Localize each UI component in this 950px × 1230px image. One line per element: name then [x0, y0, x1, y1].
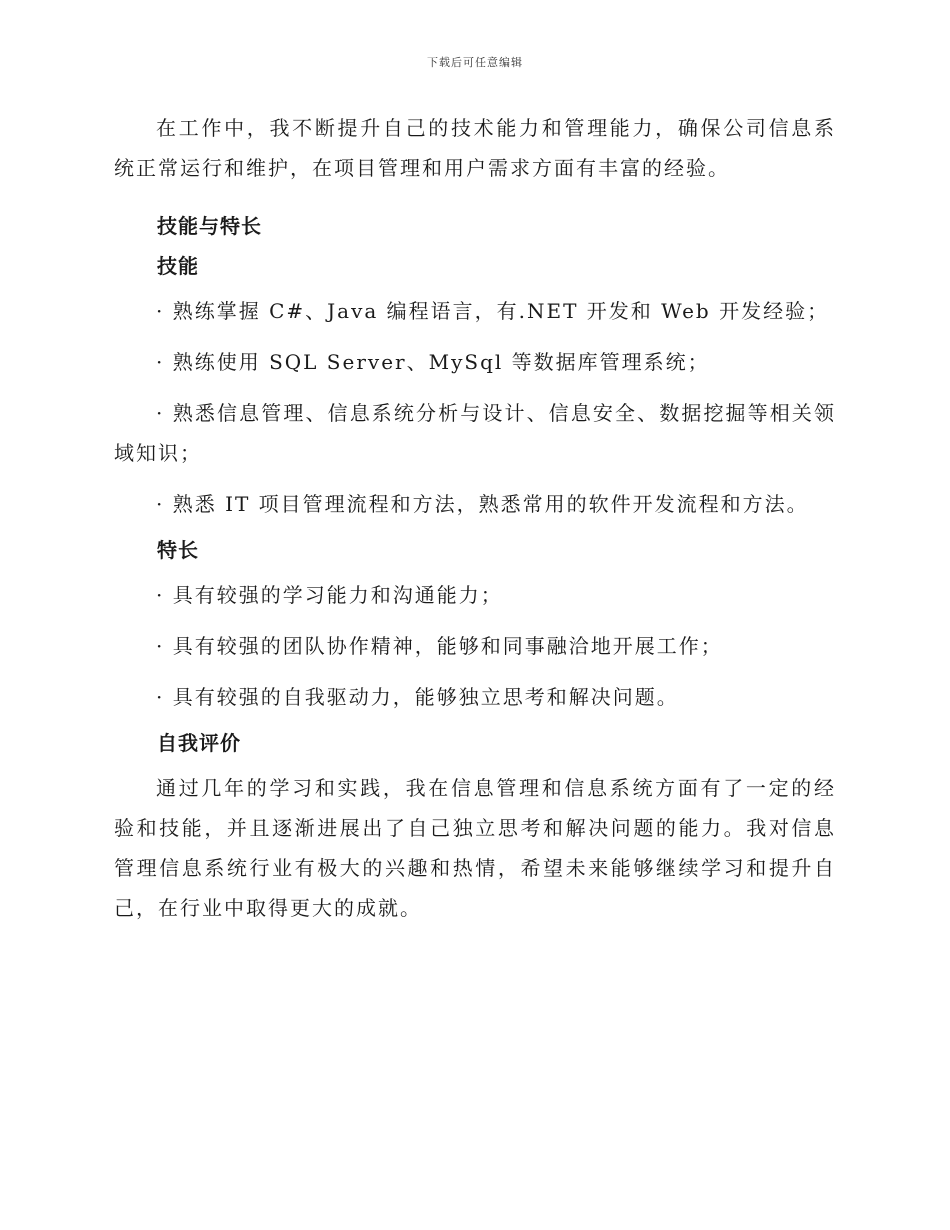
- intro-paragraph: 在工作中，我不断提升自己的技术能力和管理能力，确保公司信息系统正常运行和维护，在项目管理和用户需求方面有丰富的经验。: [114, 116, 836, 180]
- list-item: · 熟悉 IT 项目管理流程和方法，熟悉常用的软件开发流程和方法。: [156, 492, 809, 516]
- list-item: · 熟练使用 SQL Server、MySql 等数据库管理系统；: [156, 350, 710, 374]
- skills-list: [114, 291, 836, 524]
- self-evaluation-paragraph: 通过几年的学习和实践，我在信息管理和信息系统方面有了一定的经验和技能，并且逐渐进展出了自己独立思考和解决问题的能力。我对信息管理信息系统行业有极大的兴趣和热情，希望未来能够继续学习和提升自己，在行业中取得更大的成就。: [114, 776, 836, 920]
- section-heading-self-evaluation: 自我评价: [157, 731, 241, 755]
- spacer: [114, 188, 836, 200]
- strengths-list: [114, 575, 836, 717]
- list-item: · 具有较强的自我驱动力，能够独立思考和解决问题。: [156, 685, 679, 709]
- list-item: · 具有较强的学习能力和沟通能力；: [156, 583, 503, 607]
- subheading-strengths: 特长: [157, 538, 199, 562]
- list-item: · 具有较强的团队协作精神，能够和同事融洽地开展工作；: [156, 634, 723, 658]
- list-item: · 熟悉信息管理、信息系统分析与设计、信息安全、数据挖掘等相关领域知识；: [114, 401, 836, 465]
- subheading-skills: 技能: [157, 254, 199, 278]
- list-item: · 熟练掌握 C#、Java 编程语言，有.NET 开发和 Web 开发经验；: [156, 299, 830, 323]
- section-heading-skills-and-strengths: 技能与特长: [157, 214, 262, 238]
- document-body: [114, 108, 836, 928]
- page-header: 下载后可任意编辑: [427, 56, 523, 69]
